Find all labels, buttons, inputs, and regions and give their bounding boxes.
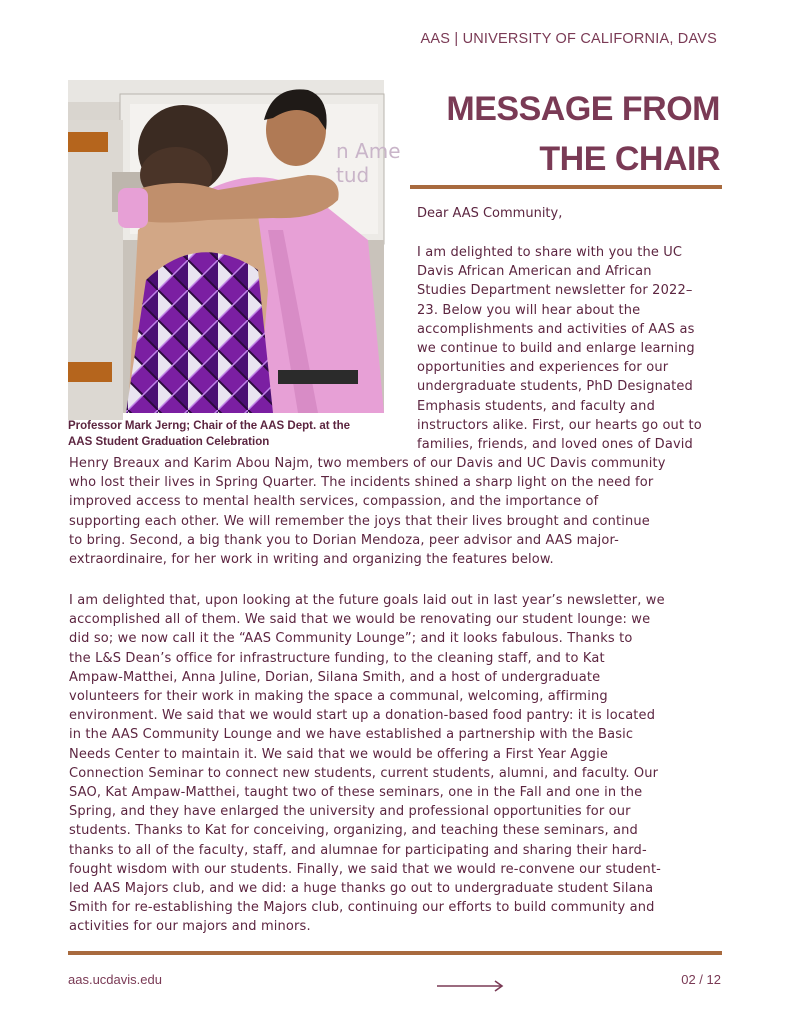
text-line: the L&S Dean’s office for infrastructure funding, to the cleaning staff, and to Kat xyxy=(69,650,605,666)
chair-photo xyxy=(68,80,401,413)
next-page-arrow-icon[interactable] xyxy=(437,980,505,992)
board-text-1: n Ame xyxy=(336,139,401,163)
text-line: Studies Department newsletter for 2022– xyxy=(417,283,693,299)
text-line: volunteers for their work in making the space a communal, welcoming, affirming xyxy=(69,689,608,705)
greeting: Dear AAS Community, xyxy=(417,206,563,221)
text-line: SAO, Kat Ampaw-Matthei, taught two of these seminars, one in the Fall and one in the xyxy=(69,785,643,801)
text-line: Davis African American and African xyxy=(417,264,652,280)
second-paragraph xyxy=(69,591,729,937)
page-number: 02 / 12 xyxy=(681,972,721,987)
page-title xyxy=(446,84,720,184)
text-line: students. Thanks to Kat for conceiving, organizing, and teaching these seminars, and xyxy=(69,823,638,839)
text-line: activities for our majors and minors. xyxy=(69,919,311,935)
text-line: supporting each other. We will remember the joys that their lives brought and continue xyxy=(69,513,650,529)
paragraph-continuation xyxy=(69,454,729,569)
hug-photo-illustration xyxy=(68,80,401,413)
board-text-2: tud xyxy=(336,163,370,187)
text-line: led AAS Majors club, and we did: a huge thanks go out to undergraduate student Silana xyxy=(69,881,654,897)
text-line: improved access to mental health services, compassion, and the importance of xyxy=(69,494,599,510)
photo-caption xyxy=(68,418,388,450)
text-line: Needs Center to maintain it. We said that we would be offering a First Year Aggie xyxy=(69,746,608,762)
text-line: we continue to build and enlarge learning xyxy=(417,341,695,357)
title-divider xyxy=(410,185,722,189)
text-line: fought wisdom with our students. Finally, we said that we would re-convene our student- xyxy=(69,861,662,877)
text-line: opportunities and experiences for our xyxy=(417,360,669,376)
text-line: I am delighted that, upon looking at the future goals laid out in last year’s newsletter, we xyxy=(69,593,665,608)
text-line: undergraduate students, PhD Designated xyxy=(417,379,693,395)
text-line: Smith for re-establishing the Majors club, continuing our efforts to build community and xyxy=(69,900,655,916)
text-line: families, friends, and loved ones of David xyxy=(417,437,693,453)
caption-line: Professor Mark Jerng; Chair of the AAS Dept. at the xyxy=(68,420,351,432)
footer-website-link[interactable]: aas.ucdavis.edu xyxy=(68,972,162,987)
text-line: Ampaw-Matthei, Anna Juline, Dorian, Silana Smith, and a host of undergraduate xyxy=(69,669,601,685)
footer-divider xyxy=(68,951,722,955)
text-line: extraordinaire, for her work in writing and organizing the features below. xyxy=(69,552,554,568)
text-line: accomplishments and activities of AAS as xyxy=(417,321,695,337)
text-line: accomplished all of them. We said that we would be renovating our student lounge: we xyxy=(69,612,651,628)
title-line: THE CHAIR xyxy=(539,140,720,178)
text-line: thanks to all of the faculty, staff, and alumnae for participating and sharing their hard- xyxy=(69,842,647,858)
column-paragraph xyxy=(417,243,735,454)
page-header: AAS | UNIVERSITY OF CALIFORNIA, DAVS xyxy=(420,31,717,47)
text-line: Spring, and they have enlarged the university and professional opportunities for our xyxy=(69,804,631,820)
text-line: I am delighted to share with you the UC xyxy=(417,245,683,260)
text-line: in the AAS Community Lounge and we have established a partnership with the Basic xyxy=(69,727,634,743)
text-line: 23. Below you will hear about the xyxy=(417,302,641,318)
text-line: Henry Breaux and Karim Abou Najm, two members of our Davis and UC Davis community xyxy=(69,456,666,471)
text-line: instructors alike. First, our hearts go out to xyxy=(417,417,702,433)
title-line: MESSAGE FROM xyxy=(446,90,720,128)
text-line: Emphasis students, and faculty and xyxy=(417,398,655,414)
caption-line: AAS Student Graduation Celebration xyxy=(68,436,270,448)
text-line: environment. We said that we would start up a donation-based food pantry: it is located xyxy=(69,708,656,724)
text-line: Connection Seminar to connect new students, current students, alumni, and faculty. Our xyxy=(69,765,659,781)
text-line: did so; we now call it the “AAS Community Lounge”; and it looks fabulous. Thanks to xyxy=(69,631,633,647)
text-line: who lost their lives in Spring Quarter. The incidents shined a sharp light on the need for xyxy=(69,475,654,491)
text-line: to bring. Second, a big thank you to Dorian Mendoza, peer advisor and AAS major- xyxy=(69,532,619,548)
